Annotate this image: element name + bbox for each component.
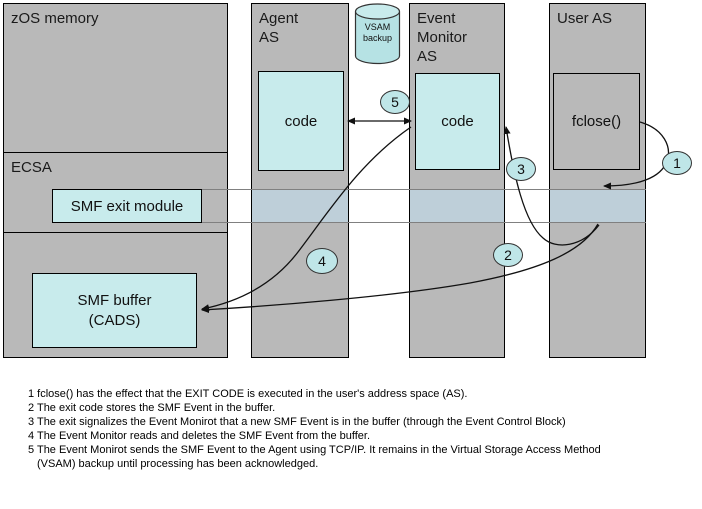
event-monitor-code-box: [415, 73, 500, 170]
legend-line-2: 2 The exit code stores the SMF Event in the buffer.: [28, 402, 276, 414]
step-circle-4: 4: [306, 248, 338, 274]
smf-buffer-label-line2: (CADS): [88, 311, 141, 329]
fclose-box: [553, 73, 640, 170]
ecsa-band-user: [550, 190, 645, 223]
agent-as-column: [251, 3, 349, 358]
smf-exit-module-box: [52, 189, 202, 223]
step-circle-2: 2: [493, 243, 523, 267]
step-circle-5: 5: [380, 90, 410, 114]
legend-line-5: 5 The Event Monirot sends the SMF Event to the Agent using TCP/IP. It remains in the Virtual Storage Access Method: [28, 444, 601, 456]
ecsa-band-event-monitor: [410, 190, 504, 223]
user-as-label: User AS: [557, 10, 613, 27]
event-monitor-as-label: Event Monitor AS: [417, 10, 468, 65]
event-monitor-code-label: code: [441, 113, 474, 130]
ecsa-label: ECSA: [11, 159, 52, 176]
legend-line-4: 4 The Event Monitor reads and deletes the SMF Event from the buffer.: [28, 430, 371, 442]
legend: [28, 387, 688, 471]
step-circle-3: 3: [506, 157, 536, 181]
smf-exit-module-label: SMF exit module: [70, 197, 184, 215]
agent-code-box: [258, 71, 344, 171]
ecsa-band-agent: [252, 190, 348, 223]
smf-buffer-label-line1: SMF buffer: [77, 291, 152, 309]
agent-as-label: Agent AS: [259, 10, 299, 46]
agent-code-label: code: [284, 112, 318, 130]
smf-buffer-box: [32, 273, 197, 348]
event-monitor-as-column: [409, 3, 505, 358]
vsam-backup-label: VSAM backup: [362, 22, 393, 43]
legend-line-3: 3 The exit signalizes the Event Monirot that a new SMF Event is in the buffer (through the Event Control Block): [28, 416, 566, 428]
fclose-label: fclose(): [571, 113, 622, 130]
zos-memory-label: zOS memory: [11, 10, 99, 27]
step-circle-1: 1: [662, 151, 692, 175]
user-as-column: [549, 3, 646, 358]
legend-line-5-continued: (VSAM) backup until processing has been acknowledged.: [37, 458, 319, 470]
legend-line-1: 1 fclose() has the effect that the EXIT CODE is executed in the user's address space (AS).: [28, 388, 468, 400]
